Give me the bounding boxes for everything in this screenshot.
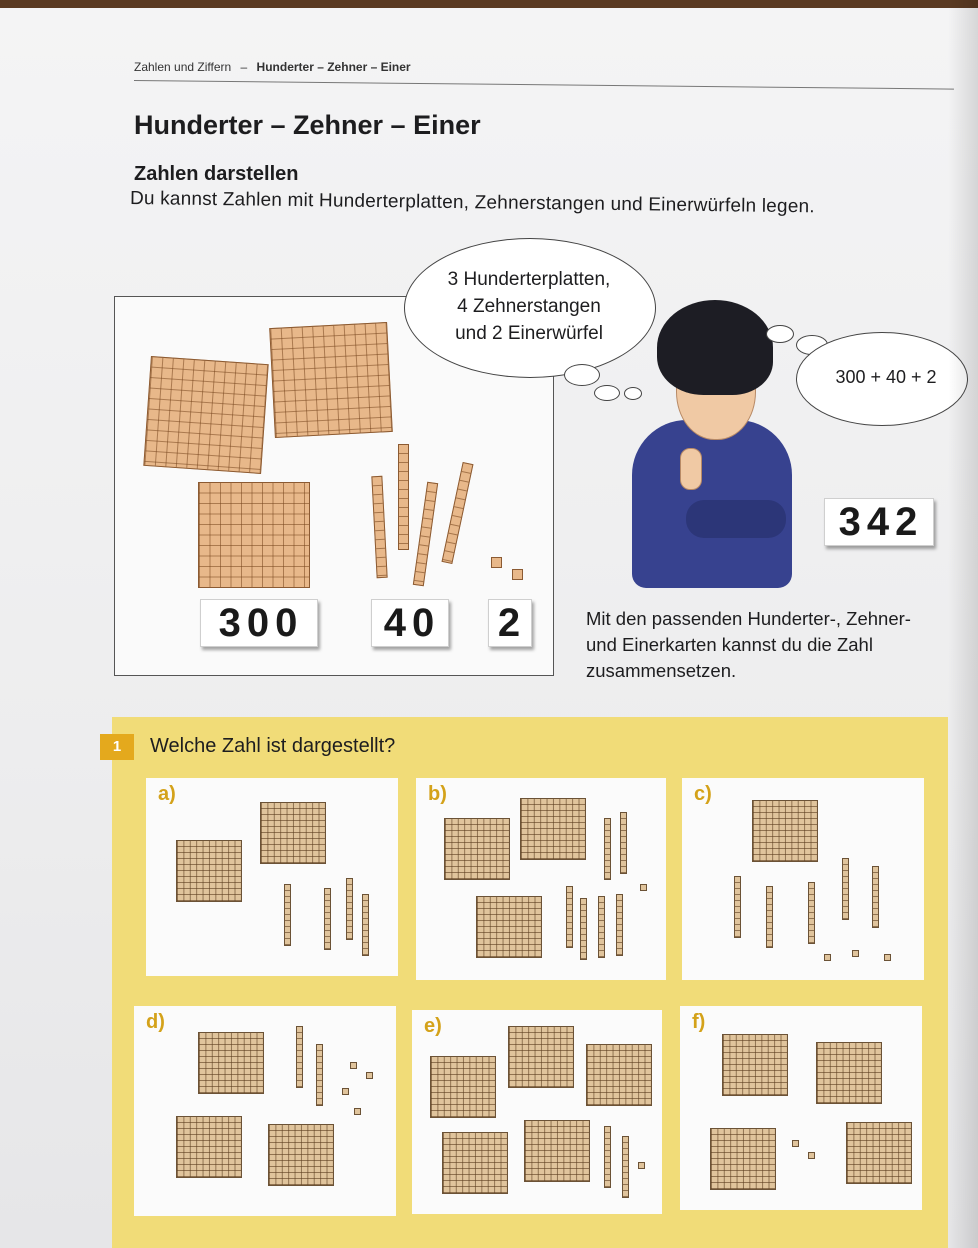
- panel-hundreds-plate: [176, 840, 242, 902]
- panel-hundreds-plate: [444, 818, 510, 880]
- panel-hundreds-plate: [442, 1132, 508, 1194]
- thought-bubble-dot: [564, 364, 600, 386]
- breadcrumb-current: Hunderter – Zehner – Einer: [256, 60, 411, 74]
- panel-label: e): [424, 1015, 442, 1037]
- panel-hundreds-plate: [268, 1124, 334, 1186]
- page-curl-shadow: [948, 0, 978, 1248]
- explanation-text: [586, 606, 966, 684]
- panel-ones-cube: [640, 884, 647, 891]
- section-intro: Du kannst Zahlen mit Hunderterplatten, Zehnerstangen und Einerwürfeln legen.: [129, 188, 815, 218]
- ones-cube-2: [512, 569, 523, 580]
- exercise-panel-d: [134, 1006, 396, 1216]
- thought-line-3: und 2 Einerwürfel: [455, 323, 603, 344]
- panel-tens-rod: [604, 818, 611, 880]
- panel-hundreds-plate: [520, 798, 586, 860]
- ones-cube-1: [491, 557, 502, 568]
- panel-ones-cube: [350, 1062, 357, 1069]
- panel-hundreds-plate: [752, 800, 818, 862]
- panel-label: b): [428, 783, 447, 805]
- panel-tens-rod: [842, 858, 849, 920]
- explanation-line-2: und Einerkarten kannst du die Zahl: [586, 634, 873, 655]
- panel-tens-rod: [872, 866, 879, 928]
- tens-rod-2: [398, 444, 409, 550]
- thought-line-2: 4 Zehnerstangen: [457, 296, 601, 317]
- page-title: Hunderter – Zehner – Einer: [134, 110, 481, 140]
- panel-tens-rod: [296, 1026, 303, 1088]
- panel-ones-cube: [792, 1140, 799, 1147]
- panel-tens-rod: [734, 876, 741, 938]
- thought-bubble-dot: [624, 387, 642, 400]
- panel-tens-rod: [808, 882, 815, 944]
- panel-ones-cube: [824, 954, 831, 961]
- panel-hundreds-plate: [476, 896, 542, 958]
- breadcrumb-chapter: Zahlen und Ziffern: [134, 60, 232, 74]
- panel-hundreds-plate: [508, 1026, 574, 1088]
- panel-label: f): [692, 1011, 706, 1033]
- boy-hand: [680, 448, 702, 490]
- hundreds-plate-3: [198, 482, 310, 588]
- panel-hundreds-plate: [260, 802, 326, 864]
- panel-label: a): [158, 783, 176, 805]
- explanation-line-1: Mit den passenden Hunderter-, Zehner-: [586, 608, 911, 629]
- breadcrumb-separator: –: [240, 60, 248, 74]
- panel-tens-rod: [284, 884, 291, 946]
- panel-ones-cube: [354, 1108, 361, 1115]
- panel-tens-rod: [362, 894, 369, 956]
- thought-bubble-dot: [766, 325, 794, 343]
- panel-ones-cube: [884, 954, 891, 961]
- boy-crossed-arm: [686, 500, 786, 538]
- header-rule: [134, 80, 954, 90]
- panel-tens-rod: [324, 888, 331, 950]
- panel-tens-rod: [566, 886, 573, 948]
- hundreds-plate-2: [269, 322, 393, 438]
- panel-tens-rod: [616, 894, 623, 956]
- exercise-panel-c: [682, 778, 924, 980]
- thought-cloud-left-text: [404, 266, 654, 347]
- panel-hundreds-plate: [846, 1122, 912, 1184]
- panel-ones-cube: [366, 1072, 373, 1079]
- panel-tens-rod: [766, 886, 773, 948]
- panel-hundreds-plate: [524, 1120, 590, 1182]
- boy-hair: [657, 300, 773, 395]
- panel-hundreds-plate: [198, 1032, 264, 1094]
- thought-line-1: 3 Hunderterplatten,: [447, 269, 611, 290]
- panel-tens-rod: [580, 898, 587, 960]
- panel-tens-rod: [346, 878, 353, 940]
- ones-card: 2: [488, 599, 532, 647]
- panel-ones-cube: [638, 1162, 645, 1169]
- panel-hundreds-plate: [176, 1116, 242, 1178]
- explanation-line-3: zusammensetzen.: [586, 660, 737, 681]
- panel-tens-rod: [316, 1044, 323, 1106]
- panel-tens-rod: [622, 1136, 629, 1198]
- panel-ones-cube: [808, 1152, 815, 1159]
- panel-ones-cube: [852, 950, 859, 957]
- panel-label: c): [694, 783, 712, 805]
- panel-tens-rod: [604, 1126, 611, 1188]
- panel-tens-rod: [598, 896, 605, 958]
- exercise-number-badge: 1: [100, 734, 134, 760]
- panel-tens-rod: [620, 812, 627, 874]
- section-subtitle: Zahlen darstellen: [134, 163, 299, 185]
- thought-cloud-right-text: 300 + 40 + 2: [835, 367, 937, 387]
- panel-ones-cube: [342, 1088, 349, 1095]
- panel-hundreds-plate: [722, 1034, 788, 1096]
- exercise-panel-f: [680, 1006, 922, 1210]
- hundreds-card: 300: [200, 599, 318, 647]
- panel-hundreds-plate: [430, 1056, 496, 1118]
- breadcrumb: [134, 60, 411, 74]
- book-edge: [0, 0, 978, 8]
- exercise-panel-b: [416, 778, 666, 980]
- exercise-panel-e: [412, 1010, 662, 1214]
- thought-bubble-dot: [594, 385, 620, 401]
- exercise-title: Welche Zahl ist dargestellt?: [150, 735, 396, 757]
- panel-hundreds-plate: [586, 1044, 652, 1106]
- hundreds-plate-1: [143, 356, 268, 474]
- panel-label: d): [146, 1011, 165, 1033]
- exercise-panel-a: [146, 778, 398, 976]
- composed-number-card: 342: [824, 498, 934, 546]
- panel-hundreds-plate: [710, 1128, 776, 1190]
- tens-card: 40: [371, 599, 449, 647]
- panel-hundreds-plate: [816, 1042, 882, 1104]
